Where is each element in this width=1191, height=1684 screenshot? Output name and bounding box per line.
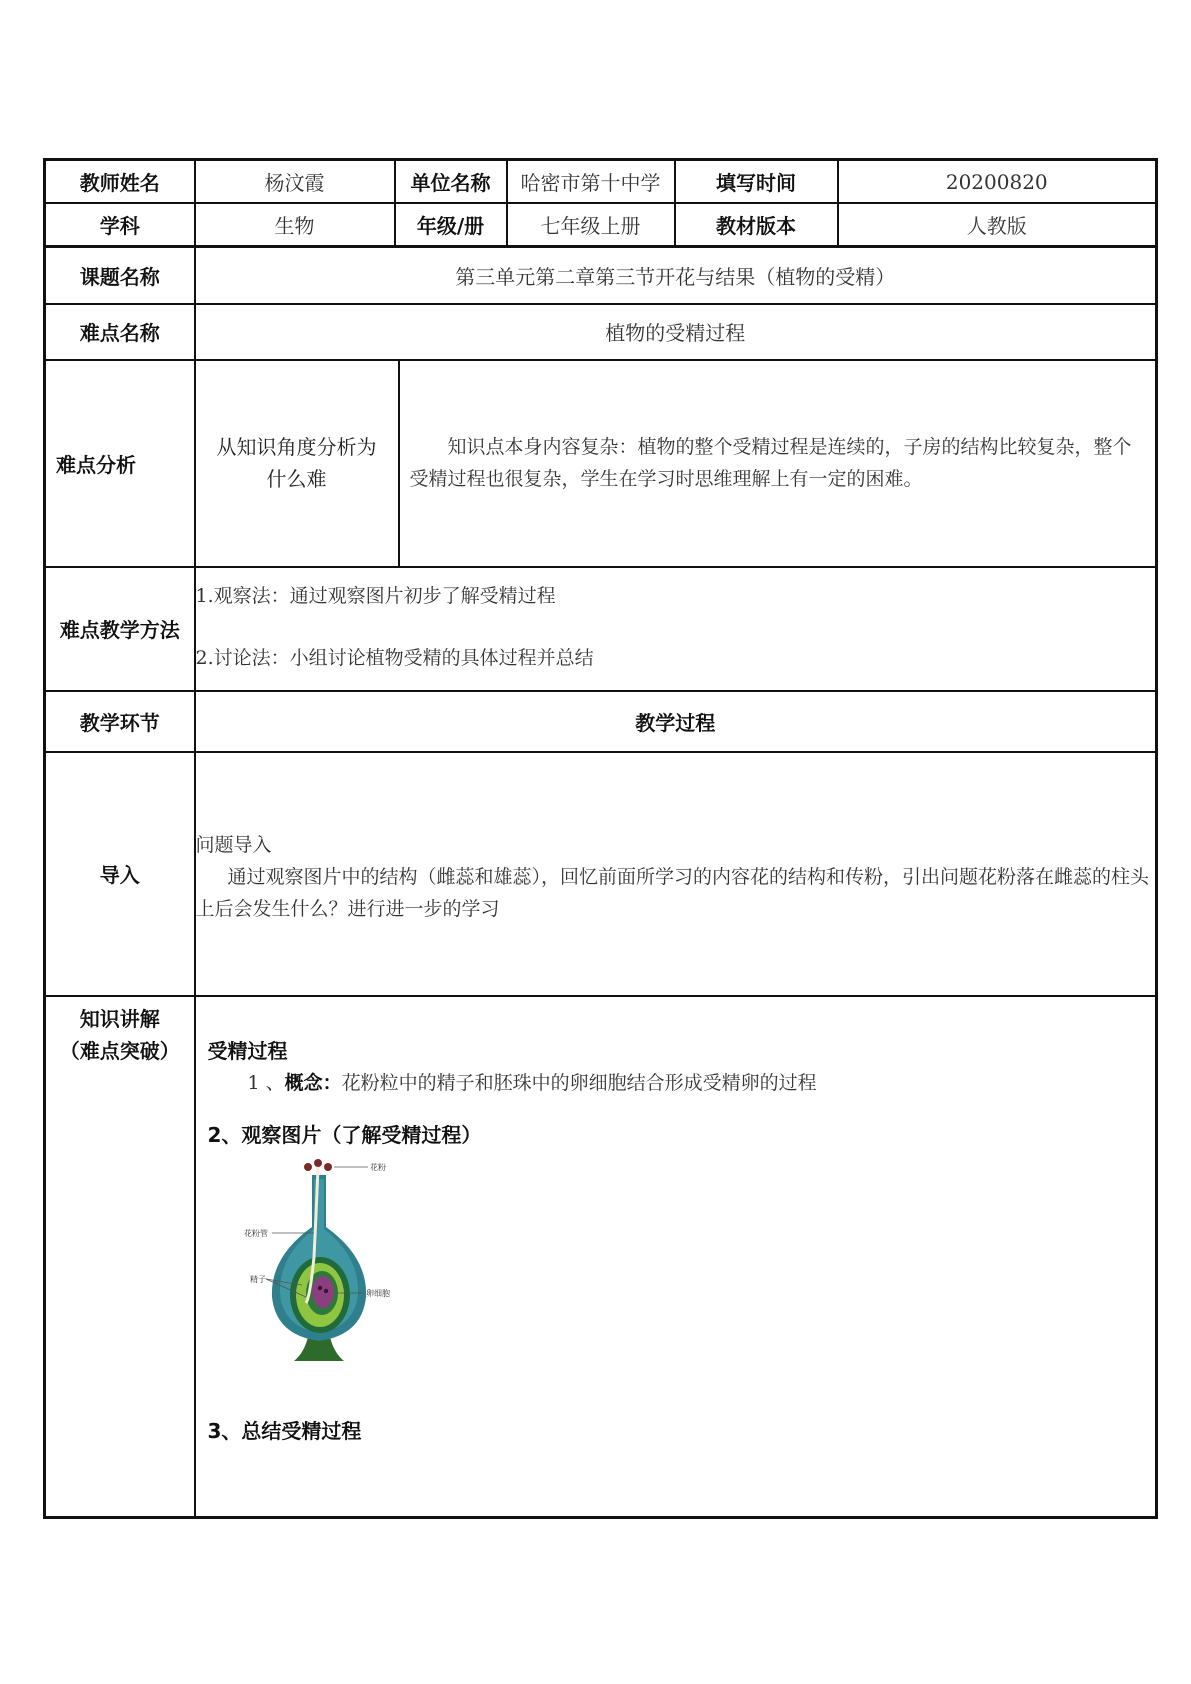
lesson-table [43, 245, 1158, 1519]
knowledge-heading: 受精过程 [207, 1038, 288, 1063]
concept-line [208, 1067, 1144, 1099]
process-heading: 教学过程 [195, 691, 1157, 752]
methods-label: 难点教学方法 [45, 567, 195, 691]
intro-text: 通过观察图片中的结构（雌蕊和雄蕊），回忆前面所学习的内容花的结构和传粉，引出问题花粉落在雌蕊的柱头上后会发生什么？进行进一步的学习 [195, 865, 1150, 920]
summary-heading: 3、总结受精过程 [207, 1418, 362, 1443]
analysis-label: 难点分析 [45, 360, 195, 567]
info-table [43, 158, 1158, 248]
teacher-label: 教师姓名 [45, 160, 195, 204]
difficulty-label: 难点名称 [45, 304, 195, 360]
fertilization-diagram [236, 1157, 416, 1367]
topic-label: 课题名称 [45, 247, 195, 304]
unit-label: 单位名称 [395, 160, 507, 204]
label-pollen-tube: 花粉管 [243, 1228, 268, 1238]
edition-value: 人教版 [838, 203, 1157, 247]
date-value: 20200820 [838, 160, 1157, 204]
subject-value: 生物 [195, 203, 395, 247]
difficulty-value: 植物的受精过程 [195, 304, 1157, 360]
method-item: 2.讨论法：小组讨论植物受精的具体过程并总结 [195, 646, 594, 669]
grade-label: 年级/册 [395, 203, 507, 247]
date-label: 填写时间 [675, 160, 838, 204]
concept-label: 概念： [284, 1071, 342, 1094]
concept-number: 1 、 [247, 1071, 285, 1094]
subject-label: 学科 [45, 203, 195, 247]
knowledge-label: 知识讲解 [79, 1006, 160, 1031]
edition-label: 教材版本 [675, 203, 838, 247]
teacher-value: 杨汶霞 [195, 160, 395, 204]
concept-text: 花粉粒中的精子和胚珠中的卵细胞结合形成受精卵的过程 [341, 1071, 817, 1094]
analysis-text: 知识点本身内容复杂：植物的整个受精过程是连续的，子房的结构比较复杂，整个受精过程也很复杂，学生在学习时思维理解上有一定的困难。 [399, 360, 1157, 567]
label-sperm: 精子 [249, 1274, 266, 1284]
grade-value: 七年级上册 [507, 203, 675, 247]
topic-value: 第三单元第二章第三节开花与结果（植物的受精） [195, 247, 1157, 304]
label-pollen: 花粉 [369, 1162, 386, 1172]
knowledge-sublabel: （难点突破） [59, 1038, 180, 1063]
label-egg: 卵细胞 [365, 1288, 390, 1298]
intro-title: 问题导入 [195, 833, 272, 856]
analysis-sub-label: 从知识角度分析为什么难 [216, 435, 377, 491]
observe-heading: 2、观察图片（了解受精过程） [207, 1122, 482, 1147]
process-label: 教学环节 [45, 691, 195, 752]
method-item: 1.观察法：通过观察图片初步了解受精过程 [195, 584, 556, 607]
intro-label: 导入 [45, 752, 195, 996]
unit-value: 哈密市第十中学 [507, 160, 675, 204]
